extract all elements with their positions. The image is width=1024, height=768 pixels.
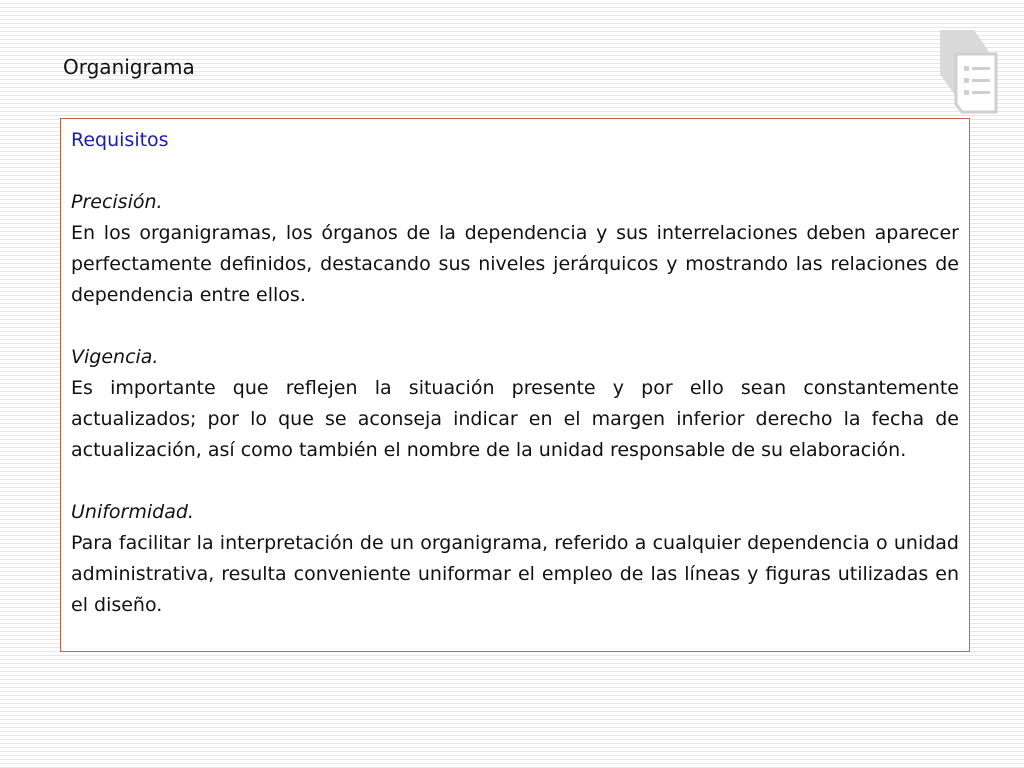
- section-precision: [71, 187, 959, 311]
- section-heading: Vigencia.: [71, 346, 159, 368]
- section-body: En los organigramas, los órganos de la dependencia y sus interrelaciones deben aparecer perfectamente definidos, destacando sus niveles jerárquicos y mostrando las relaciones de dependencia entre ellos.: [71, 222, 959, 306]
- document-list-icon: [936, 28, 998, 114]
- section-vigencia: [71, 342, 959, 466]
- section-heading: Uniformidad.: [71, 501, 194, 523]
- section-body: Para facilitar la interpretación de un organigrama, referido a cualquier dependencia o unidad administrativa, resulta conveniente uniformar el empleo de las líneas y figuras utilizadas en el diseño.: [71, 532, 959, 616]
- content-box: [60, 118, 970, 652]
- section-uniformidad: [71, 497, 959, 621]
- section-heading: Precisión.: [71, 191, 163, 213]
- slide-title: Organigrama: [63, 55, 195, 79]
- subtitle: Requisitos: [71, 129, 169, 151]
- section-body: Es importante que reflejen la situación presente y por ello sean constantemente actualizados; por lo que se aconseja indicar en el margen inferior derecho la fecha de actualización, así como también el nombre de la unidad responsable de su elaboración.: [71, 377, 959, 461]
